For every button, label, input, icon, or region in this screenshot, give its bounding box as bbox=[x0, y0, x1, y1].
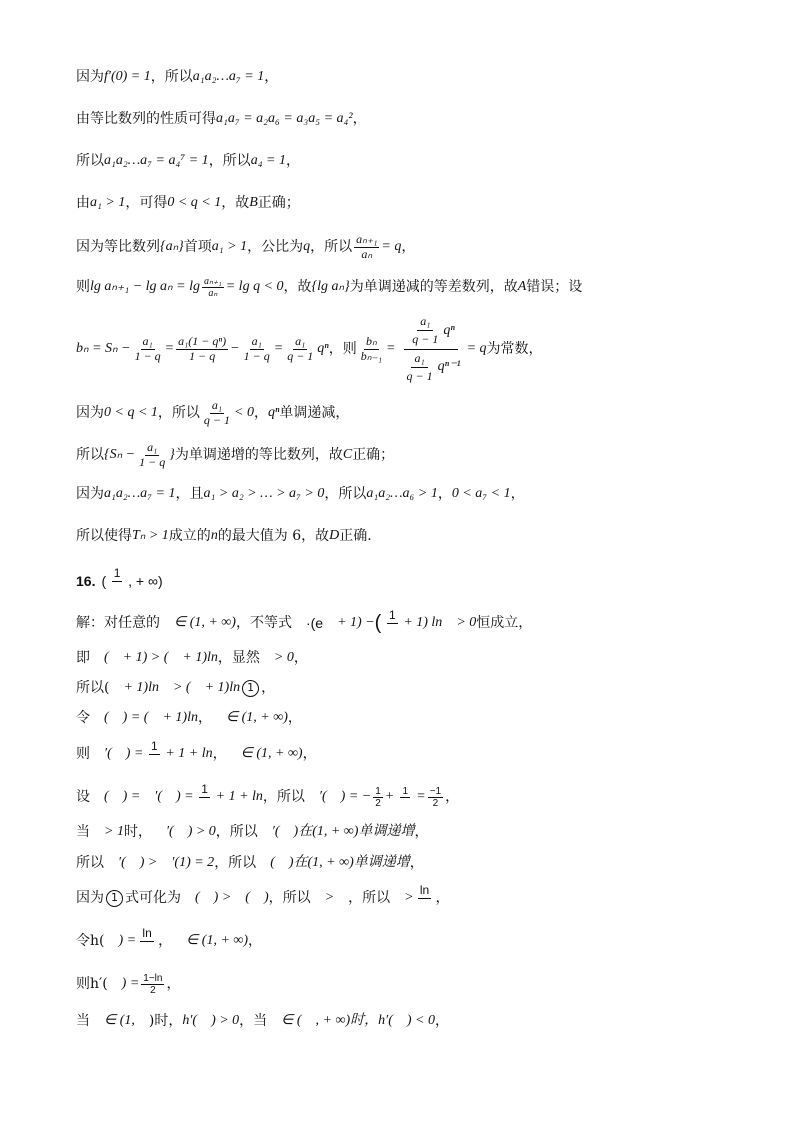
text: ，不等式 bbox=[235, 615, 292, 631]
fraction bbox=[428, 786, 443, 809]
numerator: bₙ bbox=[365, 334, 377, 349]
math: B bbox=[249, 195, 258, 210]
numerator: a₁ bbox=[411, 352, 427, 368]
math: + 1)ln bbox=[204, 680, 241, 695]
text: 为单调递减的等差数列，故 bbox=[349, 279, 518, 295]
text: 恒成立， bbox=[476, 615, 533, 631]
text: 令h( bbox=[76, 933, 105, 949]
math: + 1 + ln bbox=[215, 789, 263, 804]
text: ， bbox=[302, 746, 317, 762]
math: 0 < q < 1 bbox=[104, 405, 158, 420]
text: ，故 bbox=[221, 195, 250, 211]
text: 当 bbox=[76, 1013, 90, 1029]
denominator bbox=[416, 899, 434, 912]
math: ∈ ( bbox=[281, 1013, 302, 1028]
denominator bbox=[396, 798, 414, 809]
fraction bbox=[176, 335, 228, 362]
fraction bbox=[396, 786, 414, 809]
text: 因为等比数列 bbox=[76, 239, 160, 255]
text: ， bbox=[401, 239, 416, 255]
line-18 bbox=[76, 783, 754, 811]
text: 单调递减， bbox=[279, 405, 350, 421]
fraction bbox=[133, 335, 163, 362]
fraction bbox=[145, 740, 163, 767]
text: ， bbox=[445, 789, 460, 805]
math: } bbox=[169, 447, 175, 462]
circled-number: 1 bbox=[106, 890, 123, 907]
text: ，所以 bbox=[324, 486, 367, 502]
math: ( bbox=[101, 573, 107, 589]
text: ， bbox=[352, 111, 367, 127]
math: ∈ (1, bbox=[104, 1013, 135, 1028]
math: ( bbox=[245, 890, 250, 905]
math: + 1) ln bbox=[403, 615, 443, 630]
line-6 bbox=[76, 270, 754, 304]
fraction bbox=[373, 786, 383, 809]
math: bₙ = Sₙ − bbox=[76, 341, 131, 356]
math: ′( bbox=[165, 824, 174, 839]
math: + 1)ln bbox=[123, 680, 159, 695]
compound-denominator bbox=[398, 350, 463, 383]
numerator: ln bbox=[419, 883, 430, 898]
math: ) > 0 bbox=[211, 1013, 240, 1028]
text: 时， bbox=[123, 824, 152, 840]
numerator: a₁ bbox=[147, 440, 158, 455]
line-10 bbox=[76, 483, 754, 505]
text: 所以使得 bbox=[76, 528, 132, 544]
text: 则 bbox=[76, 746, 90, 762]
math: a₁ > 1 bbox=[211, 239, 248, 254]
text: ， bbox=[197, 710, 212, 726]
line-23 bbox=[76, 970, 754, 998]
text: ，所以 bbox=[268, 890, 311, 906]
fraction bbox=[202, 276, 224, 299]
line-17 bbox=[76, 740, 754, 768]
math: ( bbox=[104, 650, 109, 665]
math: a₁a₂…a₇ = 1 bbox=[104, 486, 176, 501]
fraction bbox=[383, 609, 401, 636]
line-4 bbox=[76, 192, 754, 214]
math: 0 < q < 1 bbox=[167, 195, 222, 210]
text: ， bbox=[414, 824, 429, 840]
fraction bbox=[196, 783, 214, 810]
text: ，且 bbox=[175, 486, 204, 502]
numerator: aₙ₊₁ bbox=[356, 232, 378, 247]
math: Tₙ > 1 bbox=[132, 528, 169, 543]
fraction bbox=[137, 441, 167, 468]
question-16-answer bbox=[76, 566, 754, 596]
denominator: 1 − q bbox=[243, 348, 270, 363]
math: {aₙ} bbox=[160, 239, 184, 254]
fraction bbox=[242, 335, 272, 362]
math: ( bbox=[104, 710, 109, 725]
math: ∈ (1, + ∞) bbox=[186, 933, 249, 948]
math: ) > bbox=[213, 890, 232, 905]
line-7 bbox=[76, 316, 754, 382]
text: ， bbox=[286, 153, 301, 169]
fraction bbox=[416, 884, 434, 911]
line-8 bbox=[76, 396, 754, 430]
text: 由 bbox=[76, 195, 90, 211]
text: 错误；设 bbox=[526, 279, 583, 295]
line-24 bbox=[76, 1010, 754, 1032]
math: ) = ( bbox=[122, 710, 149, 725]
math: ′( bbox=[104, 746, 112, 761]
text: ， bbox=[409, 855, 424, 871]
math: + 1 + ln bbox=[165, 746, 213, 761]
denominator: 2 bbox=[375, 797, 381, 809]
text: ， bbox=[253, 405, 268, 421]
denominator: 2 bbox=[432, 797, 439, 809]
math: − bbox=[230, 341, 240, 356]
line-5 bbox=[76, 230, 754, 264]
math: + 1) > ( bbox=[122, 650, 169, 665]
circled-number: 1 bbox=[242, 680, 259, 697]
text: 正确. bbox=[339, 528, 372, 544]
numerator: aₙ₊₁ bbox=[203, 275, 222, 287]
math: ∈ (1, + ∞) bbox=[174, 615, 236, 630]
math: ) = bbox=[121, 976, 140, 991]
text: ，所以 bbox=[262, 789, 305, 805]
math: + 1)ln bbox=[182, 650, 218, 665]
text: ，所以 bbox=[214, 855, 257, 871]
text: 为单调递增的等比数列，故 bbox=[174, 447, 343, 463]
denominator: 2 bbox=[150, 984, 156, 996]
denominator: q − 1 bbox=[412, 332, 439, 347]
line-19 bbox=[76, 821, 754, 843]
denominator bbox=[145, 755, 163, 768]
math: D bbox=[329, 528, 340, 543]
line-20 bbox=[76, 852, 754, 874]
math: a₁ > 1 bbox=[90, 195, 126, 210]
math: 0 < a₇ < 1 bbox=[451, 486, 511, 501]
fraction bbox=[409, 315, 441, 346]
math: ′( bbox=[118, 855, 126, 870]
text: 因为 bbox=[76, 69, 104, 85]
text: ， bbox=[435, 890, 450, 906]
math: C bbox=[342, 447, 353, 462]
math: a₁ > a₂ > … > a₇ > 0 bbox=[203, 486, 325, 501]
math: h′( bbox=[182, 1013, 198, 1028]
text: 式可化为 bbox=[125, 890, 181, 906]
text: ， bbox=[287, 710, 302, 726]
math: + 1)ln bbox=[162, 710, 198, 725]
numerator: 1 bbox=[201, 782, 208, 797]
text: 则h′( bbox=[76, 976, 108, 992]
text: ，所以 bbox=[157, 405, 200, 421]
math: + bbox=[384, 789, 395, 804]
denominator bbox=[138, 942, 156, 955]
text: ， bbox=[264, 69, 279, 85]
text: 因为 bbox=[76, 890, 104, 906]
denominator: q − 1 bbox=[287, 348, 314, 363]
math: qⁿ bbox=[267, 405, 280, 420]
denominator: aₙ bbox=[361, 246, 373, 261]
text: ， bbox=[248, 933, 263, 949]
line-16 bbox=[76, 707, 754, 729]
math: qⁿ bbox=[317, 341, 329, 356]
math: + 1) − bbox=[337, 615, 375, 630]
math: ) = bbox=[118, 933, 137, 948]
math: = bbox=[416, 789, 426, 804]
text: 所以 bbox=[76, 153, 104, 169]
math: a₁a₂…a₇ = a₄⁷ = 1 bbox=[104, 153, 209, 168]
text: ，所以 bbox=[208, 153, 251, 169]
text: ， bbox=[166, 976, 181, 992]
math: n bbox=[210, 528, 218, 543]
text: ，则 bbox=[328, 341, 357, 357]
fraction bbox=[285, 335, 315, 362]
line-22 bbox=[76, 927, 754, 955]
text: 所以 bbox=[76, 447, 104, 463]
text: 当 bbox=[76, 824, 90, 840]
numerator: 1 bbox=[151, 739, 158, 754]
math: ) = − bbox=[340, 789, 372, 804]
text: 由等比数列的性质可得 bbox=[76, 111, 216, 127]
denominator: 1 − q bbox=[134, 348, 161, 363]
denominator: q − 1 bbox=[406, 368, 433, 383]
math: > 1 bbox=[104, 824, 124, 839]
math: > bbox=[404, 890, 414, 905]
text: ， bbox=[212, 746, 227, 762]
math: = bbox=[164, 341, 175, 356]
math: = bbox=[273, 341, 284, 356]
math: h′( bbox=[378, 1013, 393, 1028]
math: ) = bbox=[176, 789, 194, 804]
denominator: q − 1 bbox=[203, 412, 231, 427]
text: ， bbox=[293, 650, 308, 666]
line-13: 解：对任意的 ∈ (1, + ∞) ，不等式 ·(e + 1) − ( 1 + 1) ln > 0 恒成立， bbox=[76, 609, 754, 637]
math: a₁a₂…a₇ = 1 bbox=[192, 69, 265, 84]
text: ，公比为 bbox=[247, 239, 304, 255]
text: ， bbox=[261, 680, 276, 696]
math: ∈ (1, + ∞) bbox=[225, 710, 288, 725]
text: 首项 bbox=[183, 239, 212, 255]
math: > bbox=[324, 890, 335, 905]
numerator: a₁ bbox=[142, 334, 153, 349]
text: ，显然 bbox=[217, 650, 260, 666]
math: < 0 bbox=[234, 405, 254, 420]
numerator: a₁ bbox=[211, 398, 223, 413]
text: ，可得 bbox=[125, 195, 168, 211]
math: ( bbox=[195, 890, 200, 905]
fraction bbox=[141, 973, 164, 996]
text: 因为 bbox=[76, 405, 104, 421]
math: ′( bbox=[154, 789, 163, 804]
line-3 bbox=[76, 150, 754, 172]
text: ，所以 bbox=[215, 824, 258, 840]
text: 所以( bbox=[76, 680, 110, 696]
math: ) > 0 bbox=[187, 824, 216, 839]
math: > 0 bbox=[273, 650, 294, 665]
math: ·(e bbox=[305, 615, 324, 631]
line-1 bbox=[76, 66, 754, 88]
denominator bbox=[108, 582, 126, 595]
text: 为常数， bbox=[486, 341, 543, 357]
math: = q bbox=[466, 341, 487, 356]
text: ，当 bbox=[239, 1013, 268, 1029]
math: a₄ = 1 bbox=[250, 153, 287, 168]
numerator: a₁ bbox=[417, 315, 433, 331]
math: A bbox=[517, 279, 527, 294]
numerator: 1−ln bbox=[143, 972, 163, 984]
denominator: aₙ bbox=[208, 287, 218, 299]
numerator: a₁(1 − qⁿ) bbox=[178, 334, 227, 349]
line-9 bbox=[76, 438, 754, 472]
line-2 bbox=[76, 108, 754, 130]
text: 的最大值为 6，故 bbox=[217, 528, 330, 544]
denominator: bₙ₋₁ bbox=[360, 348, 383, 363]
question-number: 16. bbox=[76, 573, 96, 589]
numerator: a₁ bbox=[251, 334, 262, 349]
line-11 bbox=[76, 525, 754, 547]
text: ， bbox=[510, 486, 525, 502]
fraction bbox=[354, 233, 379, 260]
compound-numerator bbox=[404, 315, 458, 349]
math: qⁿ bbox=[443, 322, 455, 338]
math: lg aₙ₊₁ − lg aₙ = lg bbox=[90, 279, 200, 294]
math: q bbox=[303, 239, 311, 254]
text: 正确； bbox=[352, 447, 395, 463]
math: ) = bbox=[125, 746, 144, 761]
denominator: 1 − q bbox=[139, 454, 166, 469]
denominator bbox=[196, 798, 214, 811]
text: 则 bbox=[76, 279, 90, 295]
numerator: a₁ bbox=[295, 334, 306, 349]
numerator: 1 bbox=[388, 608, 396, 623]
denominator: 1 − q bbox=[189, 348, 216, 363]
math: ∈ (1, + ∞) bbox=[240, 746, 303, 761]
text: 因为 bbox=[76, 486, 104, 502]
fraction bbox=[359, 335, 384, 362]
compound-fraction bbox=[398, 315, 463, 383]
text: ，所以 bbox=[310, 239, 353, 255]
math: ) < 0 bbox=[406, 1013, 435, 1028]
numerator: ln bbox=[142, 926, 152, 941]
math: = q bbox=[381, 239, 402, 254]
math: a₁a₂…a₆ > 1 bbox=[366, 486, 438, 501]
math: {lg aₙ} bbox=[311, 279, 350, 294]
math: = lg q < 0 bbox=[225, 279, 284, 294]
line-15 bbox=[76, 677, 754, 699]
math: ) > bbox=[139, 855, 158, 870]
numerator: 1 bbox=[375, 785, 381, 797]
math: ) = bbox=[122, 789, 141, 804]
text: ， bbox=[434, 1013, 449, 1029]
text: 令 bbox=[76, 710, 90, 726]
text: ， bbox=[437, 486, 452, 502]
line-21 bbox=[76, 884, 754, 912]
numerator: −1 bbox=[429, 785, 442, 797]
line-14 bbox=[76, 647, 754, 669]
numerator: 1 bbox=[402, 785, 409, 797]
fraction bbox=[108, 567, 126, 594]
denominator bbox=[383, 624, 401, 637]
text: ，所以 bbox=[150, 69, 193, 85]
math: {Sₙ − bbox=[104, 447, 136, 462]
text: )时， bbox=[148, 1013, 183, 1029]
text: 即 bbox=[76, 650, 90, 666]
text: 正确； bbox=[257, 195, 300, 211]
text: 解：对任意的 bbox=[76, 615, 160, 631]
fraction bbox=[202, 399, 232, 426]
text: 所以 bbox=[76, 855, 104, 871]
math: > ( bbox=[172, 680, 191, 695]
math: ′( bbox=[318, 789, 327, 804]
math: ′( bbox=[271, 824, 280, 839]
text: 设 bbox=[76, 789, 90, 805]
math: , + ∞) bbox=[128, 573, 163, 589]
fraction bbox=[138, 927, 156, 954]
text: ， bbox=[158, 933, 173, 949]
math: ) bbox=[263, 890, 269, 905]
math: )在(1, + ∞)单调递增 bbox=[293, 824, 415, 839]
math: qⁿ⁻¹ bbox=[437, 359, 461, 375]
text: ，故 bbox=[283, 279, 312, 295]
math: f′(0) = 1 bbox=[104, 69, 151, 84]
math: a₁a₇ = a₂a₆ = a₃a₅ = a₄² bbox=[216, 111, 353, 126]
numerator: 1 bbox=[113, 566, 121, 581]
math: , + ∞)时， bbox=[315, 1013, 379, 1028]
math: ( bbox=[270, 855, 275, 870]
text: 成立的 bbox=[168, 528, 211, 544]
math: = bbox=[386, 341, 396, 356]
math: ′(1) = 2 bbox=[171, 855, 215, 870]
math: > 0 bbox=[456, 615, 477, 630]
fraction bbox=[403, 352, 435, 383]
math: )在(1, + ∞)单调递增 bbox=[288, 855, 410, 870]
text: ，所以 bbox=[348, 890, 391, 906]
math: ( bbox=[104, 789, 109, 804]
